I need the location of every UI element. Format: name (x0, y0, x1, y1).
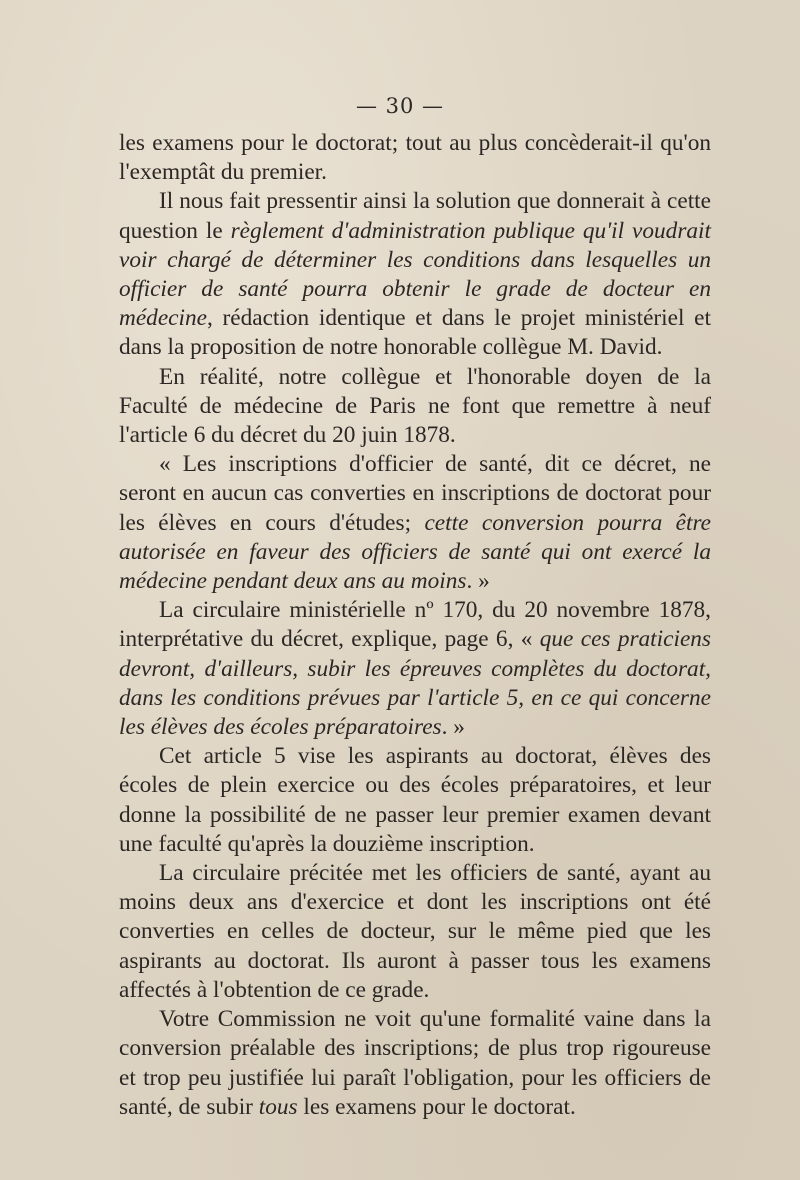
paragraph-5-text-a: La circulaire ministérielle nº 170, du 20 novembre 1878, interprétative du décret, explique, page 6, « (119, 597, 711, 653)
paragraph-8-italic: tous (258, 1093, 298, 1120)
paragraph-5 (119, 596, 711, 742)
paragraph-4-text-a: « Les inscriptions d'officier de santé, dit ce décret, ne seront en aucun cas converties en inscriptions de doctorat pour les élèves en cours d'études; (119, 451, 711, 536)
paragraph-4 (119, 450, 711, 596)
paragraph-1 (119, 129, 711, 187)
paragraph-1-text: les examens pour le doctorat; tout au plus concèderait-il qu'on l'exemptât du premier. (119, 130, 711, 186)
paragraph-6 (119, 742, 711, 859)
paragraph-4-text-b: . » (466, 568, 490, 595)
paragraph-3-text: En réalité, notre collègue et l'honorable doyen de la Faculté de médecine de Paris ne font que remettre à neuf l'article 6 du décret du 20 juin 1878. (119, 363, 711, 449)
paragraph-6-text: Cet article 5 vise les aspirants au doctorat, élèves des écoles de plein exercice ou des écoles préparatoires, et leur donne la possibilité de ne passer leur premier examen devant une faculté qu'après la douzième inscription. (119, 743, 711, 857)
paragraph-2 (119, 187, 711, 362)
paragraph-8-text-b: les examens pour le doctorat. (297, 1093, 576, 1120)
paragraph-2-italic: règlement d'administration publique qu'il voudrait voir chargé de déterminer les conditions dans lesquelles un officier de santé pourra obtenir le grade de docteur en médecine (119, 217, 711, 332)
paragraph-7-text: La circulaire précitée met les officiers de santé, ayant au moins deux ans d'exercice et dont les inscriptions ont été converties en celles de docteur, sur le même pied que les aspirants au doctorat. Ils auront à passer tous les examens affectés à l'obtention de ce grade. (119, 860, 711, 1003)
paragraph-7 (119, 859, 711, 1005)
paragraph-5-italic: que ces praticiens devront, d'ailleurs, subir les épreuves complètes du doctorat, dans les conditions prévues par l'article 5, en ce qui concerne les élèves des écoles préparatoires (119, 626, 711, 741)
page-number: — 30 — (355, 94, 445, 118)
paragraph-3 (119, 363, 711, 451)
body-text (119, 129, 711, 1122)
paragraph-5-text-b: . » (441, 714, 465, 741)
paragraph-8-text-a: Votre Commission ne voit qu'une formalité vaine dans la conversion préalable des inscriptions; de plus trop rigoureuse et trop peu justifiée lui paraît l'obligation, pour les officiers de santé, de subir (119, 1006, 711, 1120)
paragraph-4-italic: cette conversion pourra être autorisée en faveur des officiers de santé qui ont exercé la médecine pendant deux ans au moins (119, 509, 711, 595)
paragraph-2-text-a: Il nous fait pressentir ainsi la solution que donnerait à cette question le (119, 188, 711, 244)
paragraph-2-text-b: , rédaction identique et dans le projet ministériel et dans la proposition de notre honorable collègue M. David. (119, 305, 711, 361)
paragraph-8 (119, 1005, 711, 1122)
